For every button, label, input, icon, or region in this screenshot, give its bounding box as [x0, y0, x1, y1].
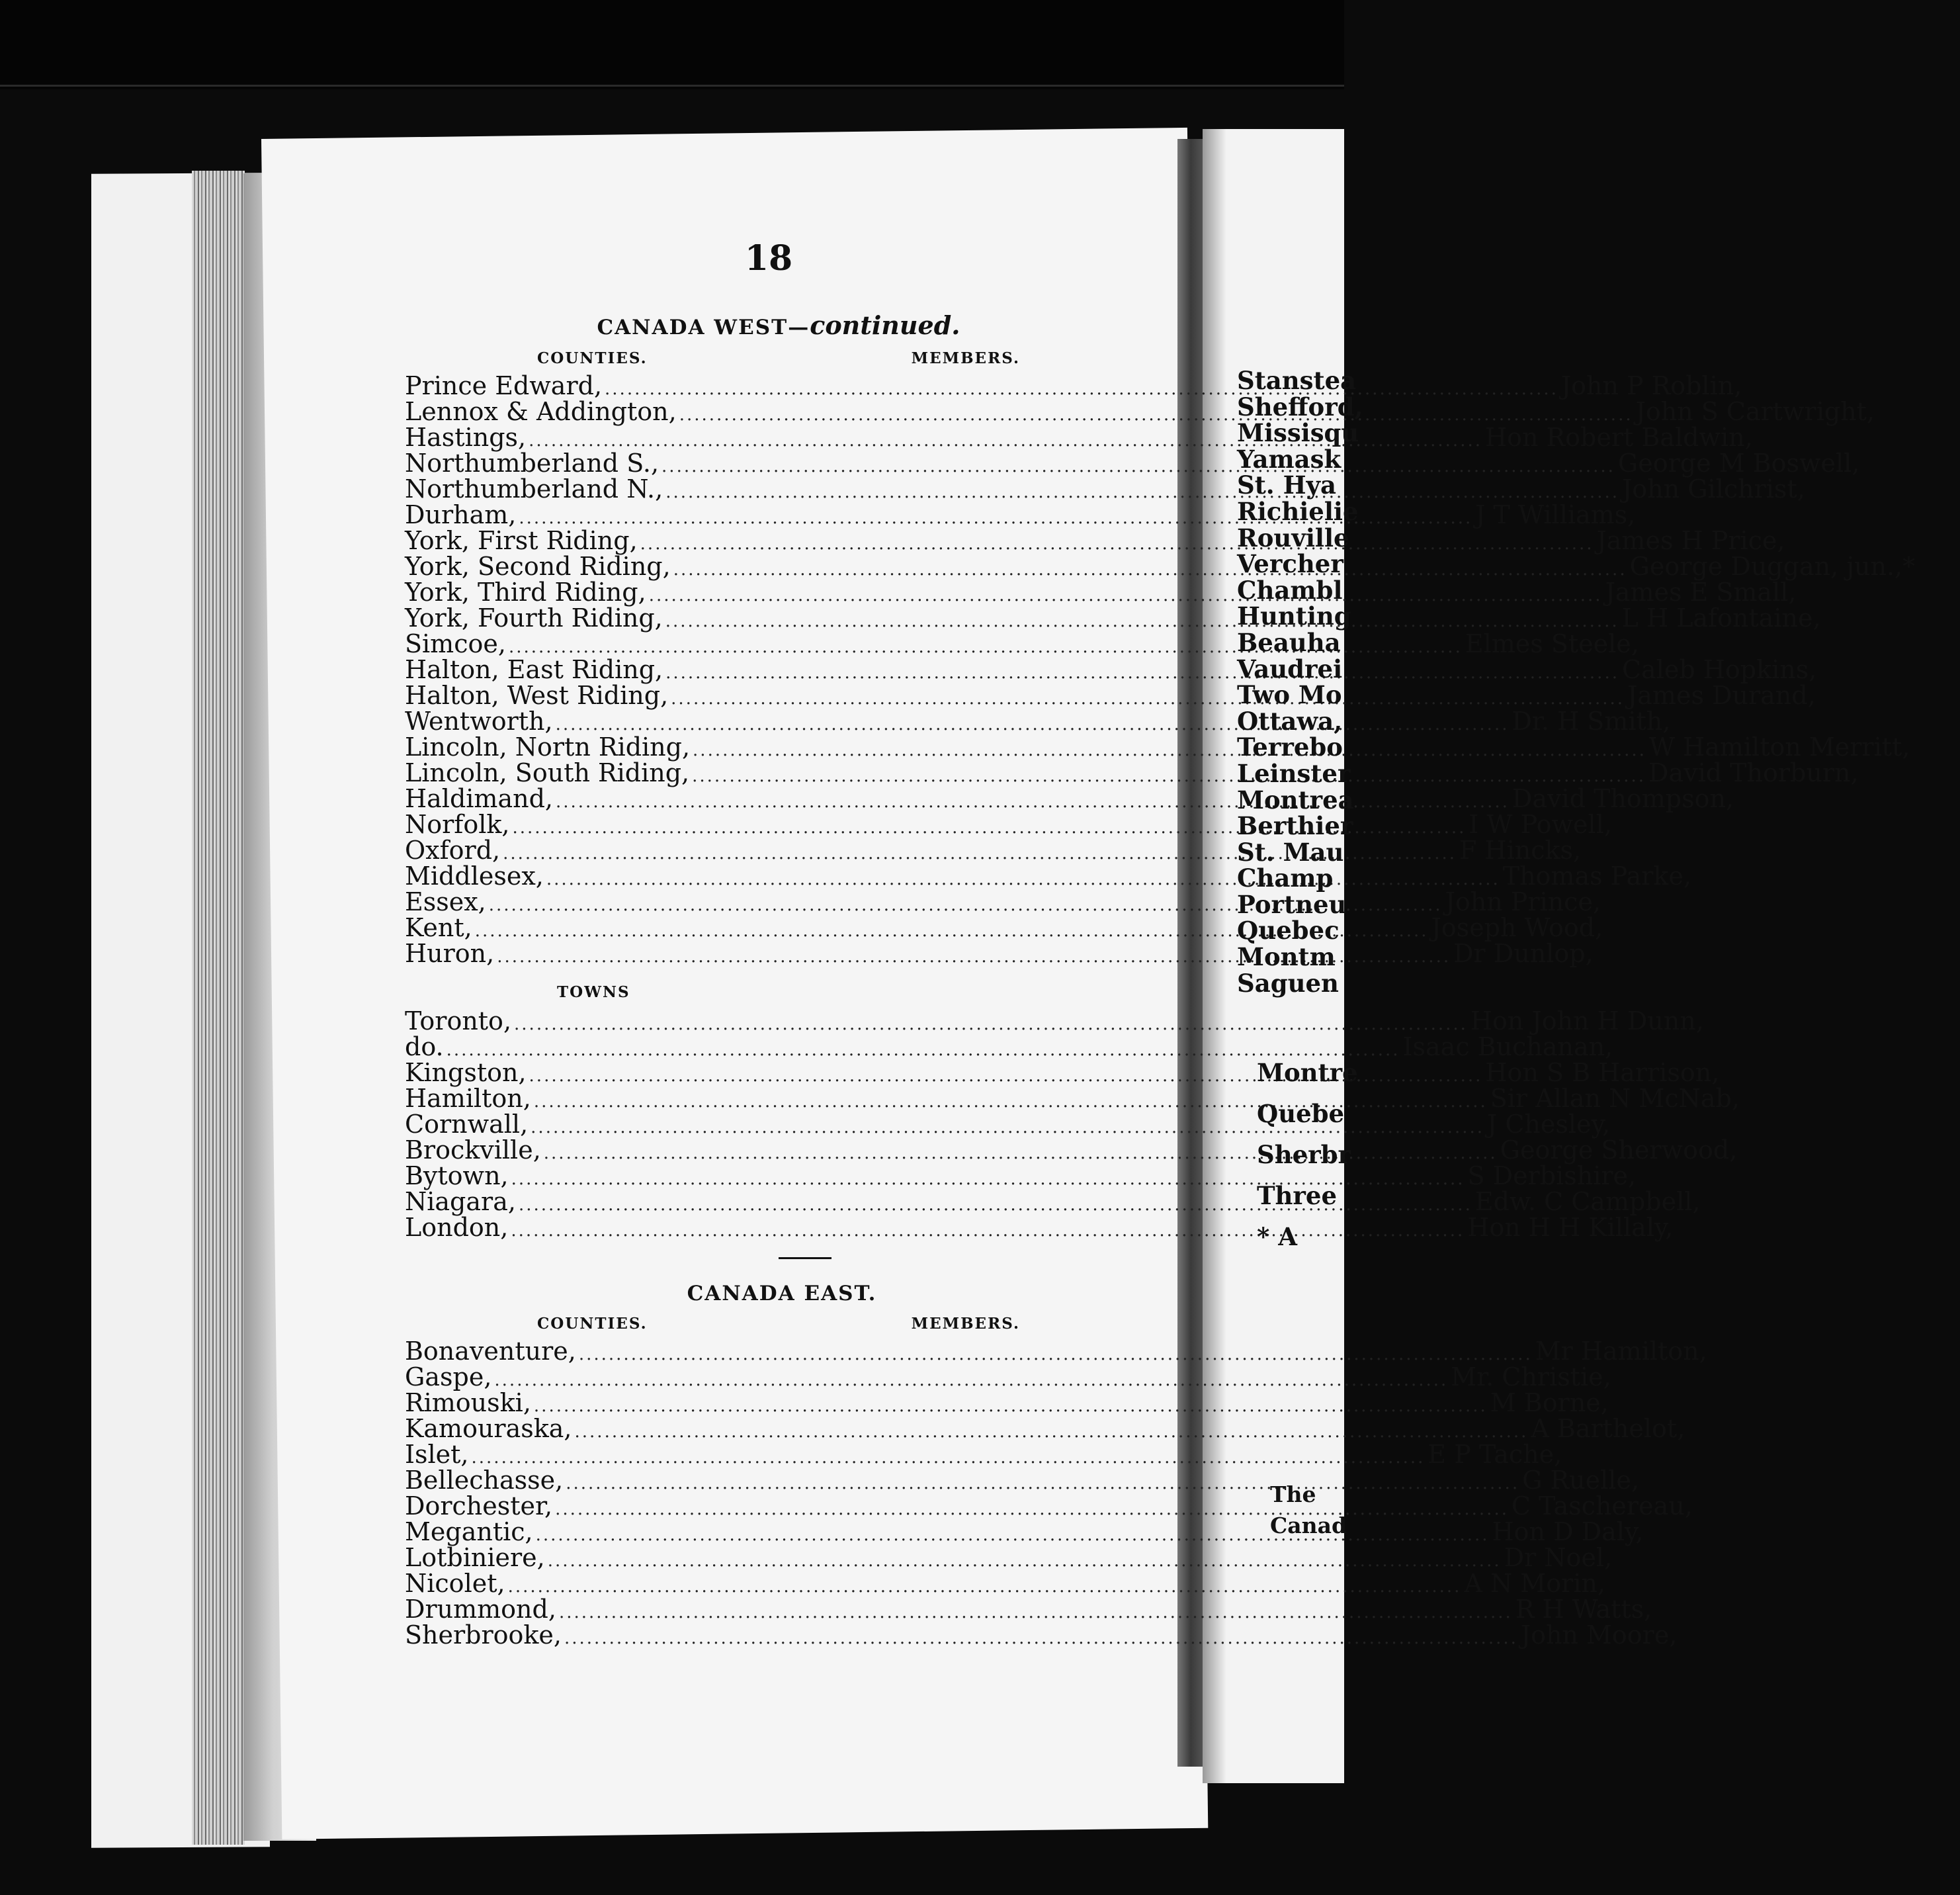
scan-line [0, 85, 1344, 87]
county-name: Drummond, [405, 1595, 556, 1624]
county-name: Northumberland S., [405, 449, 660, 478]
table-row [405, 1213, 1674, 1242]
facing-page-line: Two Mo [1237, 680, 1342, 710]
table-row [405, 1161, 1637, 1190]
county-name: Islet, [405, 1440, 469, 1469]
table-row [405, 1569, 1605, 1598]
member-name: James H Price, [1596, 526, 1785, 555]
dot-leader [544, 1143, 1498, 1163]
member-name: John Prince, [1445, 887, 1601, 916]
member-name: I W Powell, [1469, 810, 1612, 839]
county-name: Essex, [405, 887, 486, 916]
member-name: George Duggan, jun.,* [1629, 552, 1916, 581]
dot-leader [548, 1551, 1502, 1571]
member-name: Sir Allan N McNab, [1490, 1084, 1740, 1113]
county-name: Lincoln, Nortn Riding, [405, 732, 691, 762]
county-name: Oxford, [405, 836, 501, 865]
county-name: York, Second Riding, [405, 552, 671, 581]
section-divider [779, 1257, 831, 1259]
dot-leader [564, 1628, 1518, 1648]
county-name: Lotbiniere, [405, 1543, 545, 1572]
facing-page-line: Champ [1237, 863, 1334, 893]
section-title-west [451, 310, 1106, 340]
county-name: Dorchester, [405, 1491, 553, 1520]
member-name: John Gilchrist, [1622, 474, 1805, 504]
county-name: Halton, East Riding, [405, 655, 663, 684]
facing-page-line: Missisqu [1237, 418, 1359, 448]
member-name: A Barthelot, [1531, 1414, 1685, 1443]
county-name: Prince Edward, [405, 371, 603, 400]
dot-leader [579, 1344, 1533, 1364]
dot-leader [534, 1396, 1488, 1416]
member-name: Thomas Parke, [1502, 861, 1691, 891]
facing-page-line: Quebec [1237, 916, 1340, 946]
facing-page-line: Three [1257, 1181, 1338, 1210]
member-name: Dr Dunlop, [1453, 939, 1594, 968]
member-name: Elmes Steele, [1465, 629, 1639, 658]
table-row [405, 1032, 1613, 1061]
table-row [405, 1620, 1678, 1650]
member-name: M Borne, [1490, 1388, 1609, 1417]
member-name: John P Roblin, [1560, 371, 1742, 400]
member-name: J T Williams, [1475, 500, 1636, 529]
facing-page-line: The [1270, 1481, 1316, 1507]
column-headers-west [405, 349, 1106, 367]
dot-leader [673, 560, 1627, 580]
county-name: Kingston, [405, 1058, 527, 1087]
dot-leader [693, 740, 1646, 760]
county-name: Haldimand, [405, 784, 553, 813]
facing-page-text [1237, 366, 1363, 998]
facing-page-line: Hunting [1237, 601, 1351, 631]
member-name: George Sherwood, [1500, 1135, 1738, 1165]
facing-page-line: Montre [1257, 1058, 1358, 1087]
member-name: Hon S B Harrison, [1485, 1058, 1720, 1087]
dot-leader [556, 792, 1510, 812]
county-name: York, First Riding, [405, 526, 638, 555]
facing-page-lower-text [1257, 1052, 1358, 1257]
dot-leader [640, 534, 1594, 554]
facing-page-line: Terrebo [1237, 732, 1343, 762]
table-row [405, 1084, 1740, 1113]
table-row [405, 1595, 1652, 1624]
table-row [405, 1388, 1609, 1417]
east-counties-header: COUNTIES. [537, 1315, 648, 1333]
county-name: Durham, [405, 500, 517, 529]
column-headers-east [405, 1315, 1106, 1333]
county-name: Rimouski, [405, 1388, 531, 1417]
member-name: Hon Robert Baldwin, [1484, 423, 1753, 452]
county-name: Bytown, [405, 1161, 509, 1190]
dot-leader [508, 1577, 1462, 1597]
county-name: Cornwall, [405, 1110, 529, 1139]
county-name: Bellechasse, [405, 1466, 564, 1495]
dot-leader [575, 1422, 1529, 1442]
towns-header: TOWNS [557, 983, 630, 1001]
dot-leader [665, 482, 1619, 502]
dot-leader [566, 1474, 1519, 1493]
county-name: Niagara, [405, 1187, 516, 1216]
member-name: John Moore, [1520, 1620, 1678, 1650]
facing-page-line: Ottawa, [1237, 706, 1343, 736]
section-title-east: CANADA EAST. [687, 1282, 877, 1305]
county-name: Gaspe, [405, 1362, 492, 1391]
dot-leader [555, 1499, 1509, 1519]
facing-page-line: Leinster [1237, 758, 1351, 788]
dot-leader [514, 1014, 1468, 1034]
member-name: Hon H H Killaly, [1467, 1213, 1674, 1242]
county-name: London, [405, 1213, 509, 1242]
member-name: Mr. Christie, [1451, 1362, 1611, 1391]
member-name: George M Boswell, [1617, 449, 1860, 478]
county-name: Northumberland N., [405, 474, 663, 504]
facing-page-line: Beauha [1237, 627, 1341, 657]
scanner-background [0, 0, 1344, 89]
facing-page-line: Montrea [1237, 785, 1354, 815]
member-name: F Hincks, [1459, 836, 1582, 865]
county-name: Halton, West Riding, [405, 681, 669, 710]
member-name: Hon John H Dunn, [1470, 1006, 1704, 1036]
facing-page-line: Shefford, [1237, 392, 1363, 421]
dot-leader [494, 1370, 1448, 1390]
member-name: A N Morin, [1464, 1569, 1605, 1598]
member-name: Joseph Wood, [1431, 913, 1603, 942]
member-name: Isaac Buchanan, [1402, 1032, 1613, 1061]
dot-leader [546, 869, 1500, 889]
facing-page-line: Berthier [1237, 811, 1353, 841]
facing-page-line: * A [1257, 1222, 1297, 1251]
dot-leader [679, 405, 1633, 425]
county-name: Kamouraska, [405, 1414, 572, 1443]
dot-leader [692, 766, 1646, 786]
county-name: Toronto, [405, 1006, 512, 1036]
facing-page-line: Rouville [1237, 523, 1349, 552]
member-name: Dr. H Smith, [1512, 707, 1671, 736]
member-name: Dr Noel, [1504, 1543, 1613, 1572]
table-row [405, 1006, 1704, 1036]
facing-page-bottom-text [1270, 1479, 1363, 1541]
county-name: York, Third Riding, [405, 578, 646, 607]
member-name: E P Tache, [1427, 1440, 1562, 1469]
facing-page-line: St. Hya [1237, 470, 1337, 500]
facing-page-line: Canad [1270, 1513, 1347, 1538]
east-members-header: MEMBERS. [911, 1315, 1020, 1333]
dot-leader [559, 1603, 1513, 1622]
county-name: do. [405, 1032, 444, 1061]
member-name: James E Small, [1605, 578, 1797, 607]
county-name: Hastings, [405, 423, 527, 452]
county-name: York, Fourth Riding, [405, 603, 663, 633]
dot-leader [605, 379, 1558, 399]
county-name: Lennox & Addington, [405, 397, 677, 426]
table-row [405, 1337, 1707, 1366]
member-name: G Ruelle, [1522, 1466, 1639, 1495]
facing-page-line: Sherbr [1257, 1140, 1351, 1169]
dot-leader [665, 663, 1619, 683]
dot-leader [649, 586, 1603, 605]
county-name: Kent, [405, 913, 472, 942]
member-name: J Chesley, [1487, 1110, 1611, 1139]
facing-page-line: Saguen [1237, 968, 1339, 998]
facing-page-line: Montm [1237, 942, 1336, 972]
county-name: Huron, [405, 939, 495, 968]
member-name: R H Watts, [1515, 1595, 1652, 1624]
members-header: MEMBERS. [911, 349, 1020, 367]
member-name: John S Cartwright, [1635, 397, 1875, 426]
facing-page-line: St. Mau [1237, 837, 1344, 867]
table-row [405, 1543, 1613, 1572]
page-number: 18 [744, 238, 793, 279]
facing-page-line: Stanstea [1237, 366, 1357, 395]
dot-leader [556, 715, 1510, 734]
member-name: Mr Hamilton, [1535, 1337, 1707, 1366]
member-name: Caleb Hopkins, [1621, 655, 1817, 684]
county-name: Bonaventure, [405, 1337, 576, 1366]
county-name: Norfolk, [405, 810, 510, 839]
dot-leader [661, 457, 1615, 476]
section-title-west-continued: continued. [810, 310, 960, 340]
county-name: Hamilton, [405, 1084, 531, 1113]
dot-leader [472, 1448, 1426, 1468]
county-name: Simcoe, [405, 629, 506, 658]
facing-page-line: Quebe [1257, 1099, 1345, 1128]
facing-page-line: Portneu [1237, 889, 1347, 919]
county-name: Middlesex, [405, 861, 544, 891]
counties-header: COUNTIES. [537, 349, 648, 367]
page-edge-stack [192, 171, 245, 1845]
county-name: Megantic, [405, 1517, 533, 1546]
facing-page-line: Richielie [1237, 496, 1359, 526]
table-row [405, 1440, 1562, 1469]
county-name: Wentworth, [405, 707, 553, 736]
member-name: David Thorburn, [1648, 758, 1859, 787]
facing-page-line: Vaudrei [1237, 654, 1343, 683]
member-name: S Derbishire, [1467, 1161, 1637, 1190]
facing-page-line: Vercher [1237, 549, 1343, 579]
member-name: W Hamilton Merritt, [1648, 732, 1910, 762]
member-name: L H Lafontaine, [1621, 603, 1821, 633]
dot-leader [665, 611, 1619, 631]
county-name: Brockville, [405, 1135, 541, 1165]
member-name: James Durand, [1627, 681, 1816, 710]
section-title-west-main: CANADA WEST— [597, 316, 810, 339]
member-name: C Taschereau, [1511, 1491, 1693, 1520]
county-name: Nicolet, [405, 1569, 505, 1598]
dot-leader [671, 689, 1625, 709]
member-name: David Thompson, [1512, 784, 1734, 813]
facing-page-line: Yamask [1237, 444, 1342, 474]
facing-page-line: Chambl [1237, 575, 1343, 605]
county-name: Lincoln, South Riding, [405, 758, 690, 787]
table-row [405, 1414, 1685, 1443]
county-name: Sherbrooke, [405, 1620, 562, 1650]
member-name: Edw. C Campbell, [1474, 1187, 1701, 1216]
member-name: Hon D Daly, [1492, 1517, 1644, 1546]
table-row [405, 1362, 1611, 1391]
